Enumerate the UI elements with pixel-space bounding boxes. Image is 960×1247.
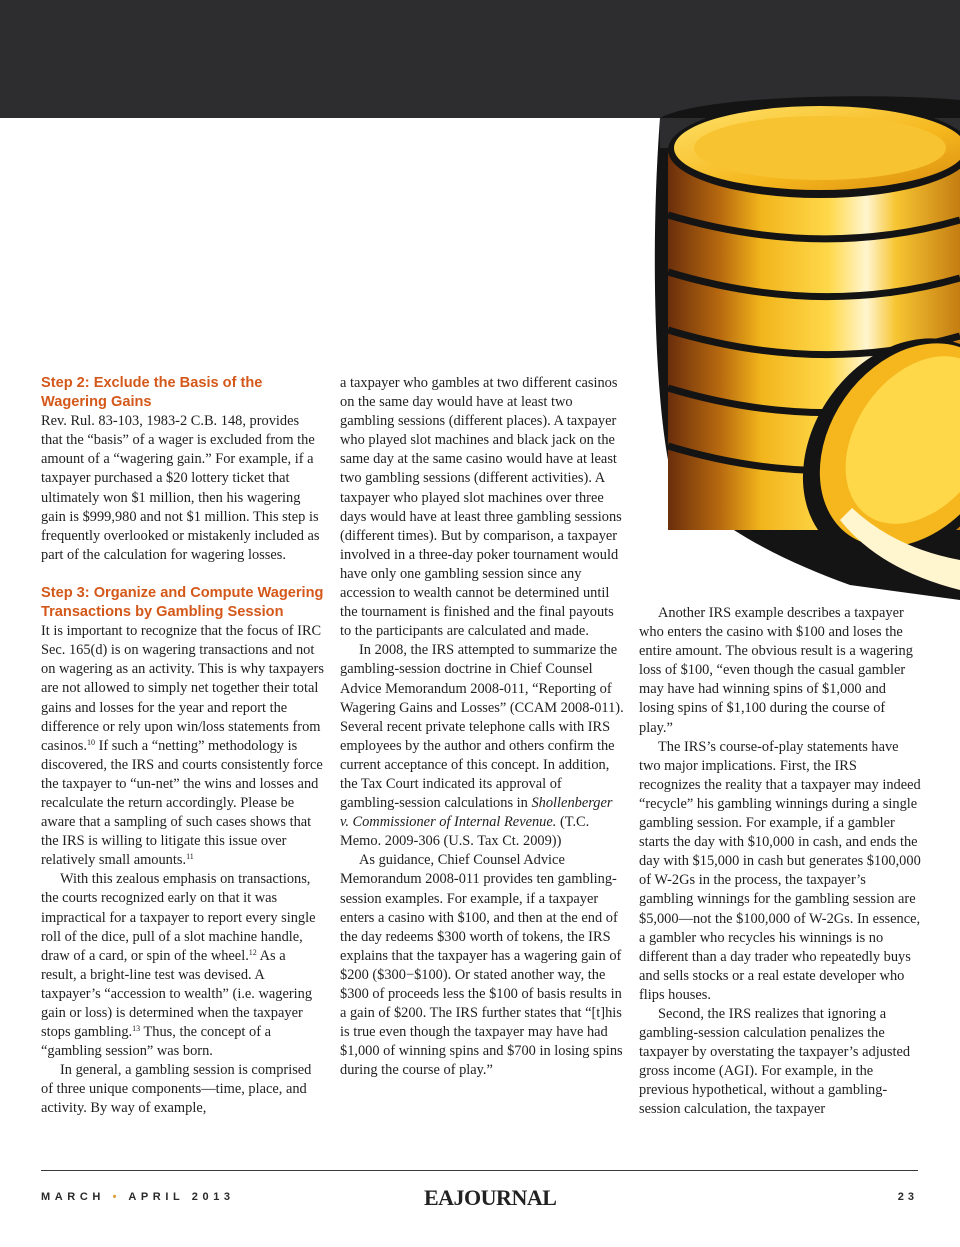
footnote-10: 10 — [86, 737, 95, 747]
step3-paragraph-2: With this zealous emphasis on transactions, the courts recognized early on that it was impractical for a taxpayer to report every single roll of the dice, pull of a slot machine handle, draw of a card, or spin of the wheel.$^{12}$ As a result, a bright-line test was devised. A taxpayer’s “accession to wealth” (i.e. wagering gain or loss) is determined when the taxpayer stops gambling.$^{13}$ Thus, the concept of a “gambling session” was born. — [41, 871, 316, 1060]
col2-paragraph-2: In 2008, the IRS attempted to summarize the gambling-session doctrine in Chief Counsel Advice Memorandum 2008-011, “Reporting of Wagering Gains and Losses” (CCAM 2008-011). Several recent private telephone calls with IRS employees by the author and others confirm the current acceptance of this concept. In addition, the Tax Court indicated its approval of gambling-session calculations in Shollenberger v. Commissioner of Internal Revenue. (T.C. Memo. 2009-306 (U.S. Tax Ct. 2009)) — [340, 642, 624, 850]
step3-paragraph-1: It is important to recognize that the focus of IRC Sec. 165(d) is on wagering transactions and not on wagering as an activity. This is why taxpayers are not allowed to simply net together their total gains and losses for the year and report the difference or rely upon win/loss statements from casinos.$^{10}$ If such a “netting” methodology is discovered, the IRS and courts consistently force the taxpayer to “un-net” the wins and losses and recalculate the return accordingly. Please be aware that a sampling of such cases shows that the IRS is willing to litigate this issue over relatively small amounts.$^{11}$ — [41, 623, 324, 869]
step3-paragraph-3: In general, a gambling session is comprised of three unique components—time, place, and activity. By way of example, — [41, 1062, 312, 1117]
page-number: 23 — [897, 1191, 918, 1203]
step3-heading: Step 3: Organize and Compute Wagering Transactions by Gambling Session — [41, 584, 324, 621]
col2-paragraph-3: As guidance, Chief Counsel Advice Memorandum 2008-011 provides ten gambling-session examples. For example, if a taxpayer enters a casino with $100, and then at the end of the day redeems $300 worth of tokens, the IRS explains that the taxpayer has a wagering gain of $200 ($300−$100). Or stated another way, the $300 of proceeds less the $100 of basis results in a gain of $200. The IRS further states that “[t]his is true even though the taxpayer may have had $1,000 of winning spins and $700 in losing spins during the course of play.” — [340, 852, 623, 1079]
footnote-12: 12 — [248, 947, 257, 957]
footnote-13: 13 — [132, 1024, 141, 1034]
separator-dot: • — [112, 1191, 122, 1203]
issue-date: MARCH • APRIL 2013 — [41, 1191, 235, 1203]
case-name: Shollenberger v. Commissioner of Internal Revenue. — [340, 795, 613, 831]
step2-paragraph: Rev. Rul. 83-103, 1983-2 C.B. 148, provides that the “basis” of a wager is excluded from the amount of a “wagering gain.” For example, if a taxpayer purchased a $20 lottery ticket that ultimately won $1 million, then his wagering gain is $999,980 and not $1 million. This step is frequently overlooked or mistakenly included as part of the calculation for wagering losses. — [41, 413, 320, 563]
col3-paragraph-1: Another IRS example describes a taxpayer who enters the casino with $100 and loses the entire amount. The obvious result is a wagering loss of $100, “even though the casual gambler may have had winning spins of $1,000 and losing spins of $1,100 during the course of play.” — [639, 605, 913, 736]
column-2 — [340, 374, 624, 1080]
footer-rule — [41, 1170, 918, 1171]
column-1 — [41, 374, 324, 1119]
col2-paragraph-1: a taxpayer who gambles at two different casinos on the same day would have at least two gambling sessions (different places). A taxpayer who played slot machines and black jack on the same day at the same casino would have at least two gambling sessions (different activities). A taxpayer who played slot machines over three days would have at least three gambling sessions (different times). But by comparison, a taxpayer involved in a three-day poker tournament would have only one gambling session since any accession to wealth cannot be determined until the tournament is finished and the final payouts to the participants are calculated and made. — [340, 375, 622, 640]
col3-paragraph-3: Second, the IRS realizes that ignoring a gambling-session calculation penalizes the taxpayer by overstating the taxpayer’s adjusted gross income (AGI). For example, in the previous hypothetical, without a gambling-session calculation, the taxpayer — [639, 1005, 911, 1118]
footnote-11: 11 — [186, 852, 194, 862]
journal-logo: EAJOURNAL — [424, 1185, 557, 1210]
column-3 — [639, 604, 921, 1120]
step2-heading: Step 2: Exclude the Basis of the Wagering Gains — [41, 375, 263, 411]
col3-paragraph-2: The IRS’s course-of-play statements have two major implications. First, the IRS recognizes the reality that a taxpayer may indeed “recycle” his gambling winnings during a single gambling session. For example, if a gambler starts the day with $10,000 in cash, and ends the day with $15,000 in cash but generates $100,000 of W-2Gs in the process, the taxpayer’s gambling winnings for the gambling session are $5,000—not the $100,000 of W-2Gs. In essence, a gambler who recycles his winnings is no different than a day trader who repeatedly buys and sells stocks or a real estate developer who flips houses. — [639, 738, 921, 1003]
